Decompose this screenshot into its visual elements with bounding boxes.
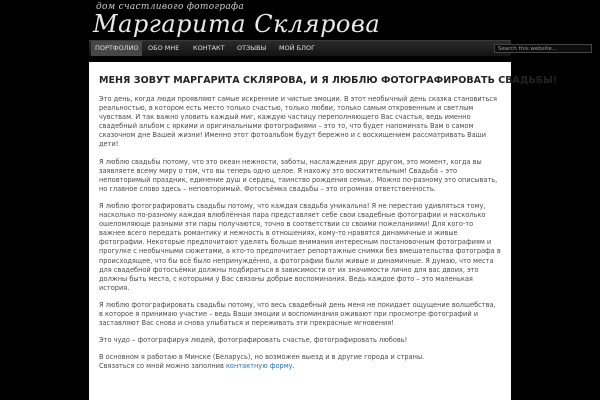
nav-item-about[interactable]: ОБО МНЕ bbox=[148, 44, 180, 52]
site-header bbox=[0, 0, 600, 40]
main-content bbox=[89, 62, 558, 400]
nav-item-contact[interactable]: КОНТАКТ bbox=[193, 44, 225, 52]
nav-item-portfolio[interactable]: ПОРТФОЛИО bbox=[91, 41, 142, 56]
site-tagline: дом счастливого фотографа bbox=[96, 2, 245, 12]
search-input[interactable]: Search this website... bbox=[494, 44, 592, 53]
contact-suffix: . bbox=[292, 362, 295, 371]
contact-form-link[interactable]: контактную форму bbox=[225, 362, 293, 371]
nav-item-reviews[interactable]: ОТЗЫВЫ bbox=[237, 44, 267, 52]
paragraph: Это чудо – фотографируя людей, фотографировать счастье, фотографировать любовь! bbox=[99, 336, 408, 345]
page-title: МЕНЯ ЗОВУТ МАРГАРИТА СКЛЯРОВА, И Я ЛЮБЛЮ ФОТОГРАФИРОВАТЬ СВАДЬБЫ! bbox=[99, 75, 558, 86]
paragraph: Я люблю фотографировать свадьбы потому, что весь свадебный день меня не покидает ощущение волшебства, в которое я принимаю участие – ведь Ваши эмоции и воспоминания оживают при просмотре фотографий и заставляют Вас снова и снова улыбаться и переживать эти прекрасные мгновения! bbox=[99, 300, 496, 328]
main-nav bbox=[89, 40, 557, 56]
paragraph: Это день, когда люди проявляют самые искренние и чистые эмоции. В этот необычный день сказка становиться реальностью, в котором есть место только счастью, только любви, только самым откровенным и светлым чувствам. И так важно уловить каждый миг, каждую частицу переполняющего Вас счастья, ведь именно свадебный альбом с яркими и оригинальными фотографиями – это то, что будет напоминать Вам о самом сказочном дне Вашей жизни! Именно этот фотоальбом будут бережно и с восхищением рассматривать Ваши дети! bbox=[99, 95, 498, 149]
paragraph bbox=[99, 353, 501, 371]
nav-item-blog[interactable]: МОЙ БЛОГ bbox=[279, 44, 316, 52]
paragraph: Я люблю свадьбы потому, что это океан нежности, заботы, наслаждения друг другом, это момент, когда вы заявляете всему миру о том, что вы теперь одно целое. Я нахожу это восхитительным! Свадьба – это неповторимый праздник, единение душ и сердец, таинство рождения семьи.. Можно по-разному это описывать, но главное слово здесь – неповторимый. Фотосъёмка свадьбы – это огромная ответственность. bbox=[99, 157, 498, 193]
paragraph: Я люблю фотографировать свадьбы потому, что каждая свадьба уникальна! Я не перестаю удивляться тому, насколько по-разному каждая влюблённая пара представляет себе свои свадебные фотографии и насколько ошеломляюще разными эти пары получаются, точно в соответствии со своими пожеланиями! Для кого-то важнее всего передать романтику и нежность в отношениях, кому-то нравятся динамичные и живые фотографии. Некоторые предпочитают уделять больше внимания интересным постановочным фотографиям и прогулке с необычными сюжетами, а кто-то предпочитает репортажные снимки без вмешательства фотографа в происходящее, что бы всё было непринуждённо, а фотографии были живые и динамичные. Я думаю, что места для свадебной фотосъёмки должны подбираться в зависимости от их значимости лично для вас двоих, это должны быть места, с которыми у Вас связаны добрые воспоминания. Ведь каждое фото – это маленькая история. bbox=[99, 201, 501, 292]
paragraph-text: В основном я работаю в Минске (Беларусь), но возможен выезд и в другие города и страны. bbox=[99, 353, 425, 362]
contact-prefix: Связаться со мной можно заполнив bbox=[99, 362, 226, 371]
site-logo[interactable]: Маргарита Склярова bbox=[93, 10, 381, 38]
